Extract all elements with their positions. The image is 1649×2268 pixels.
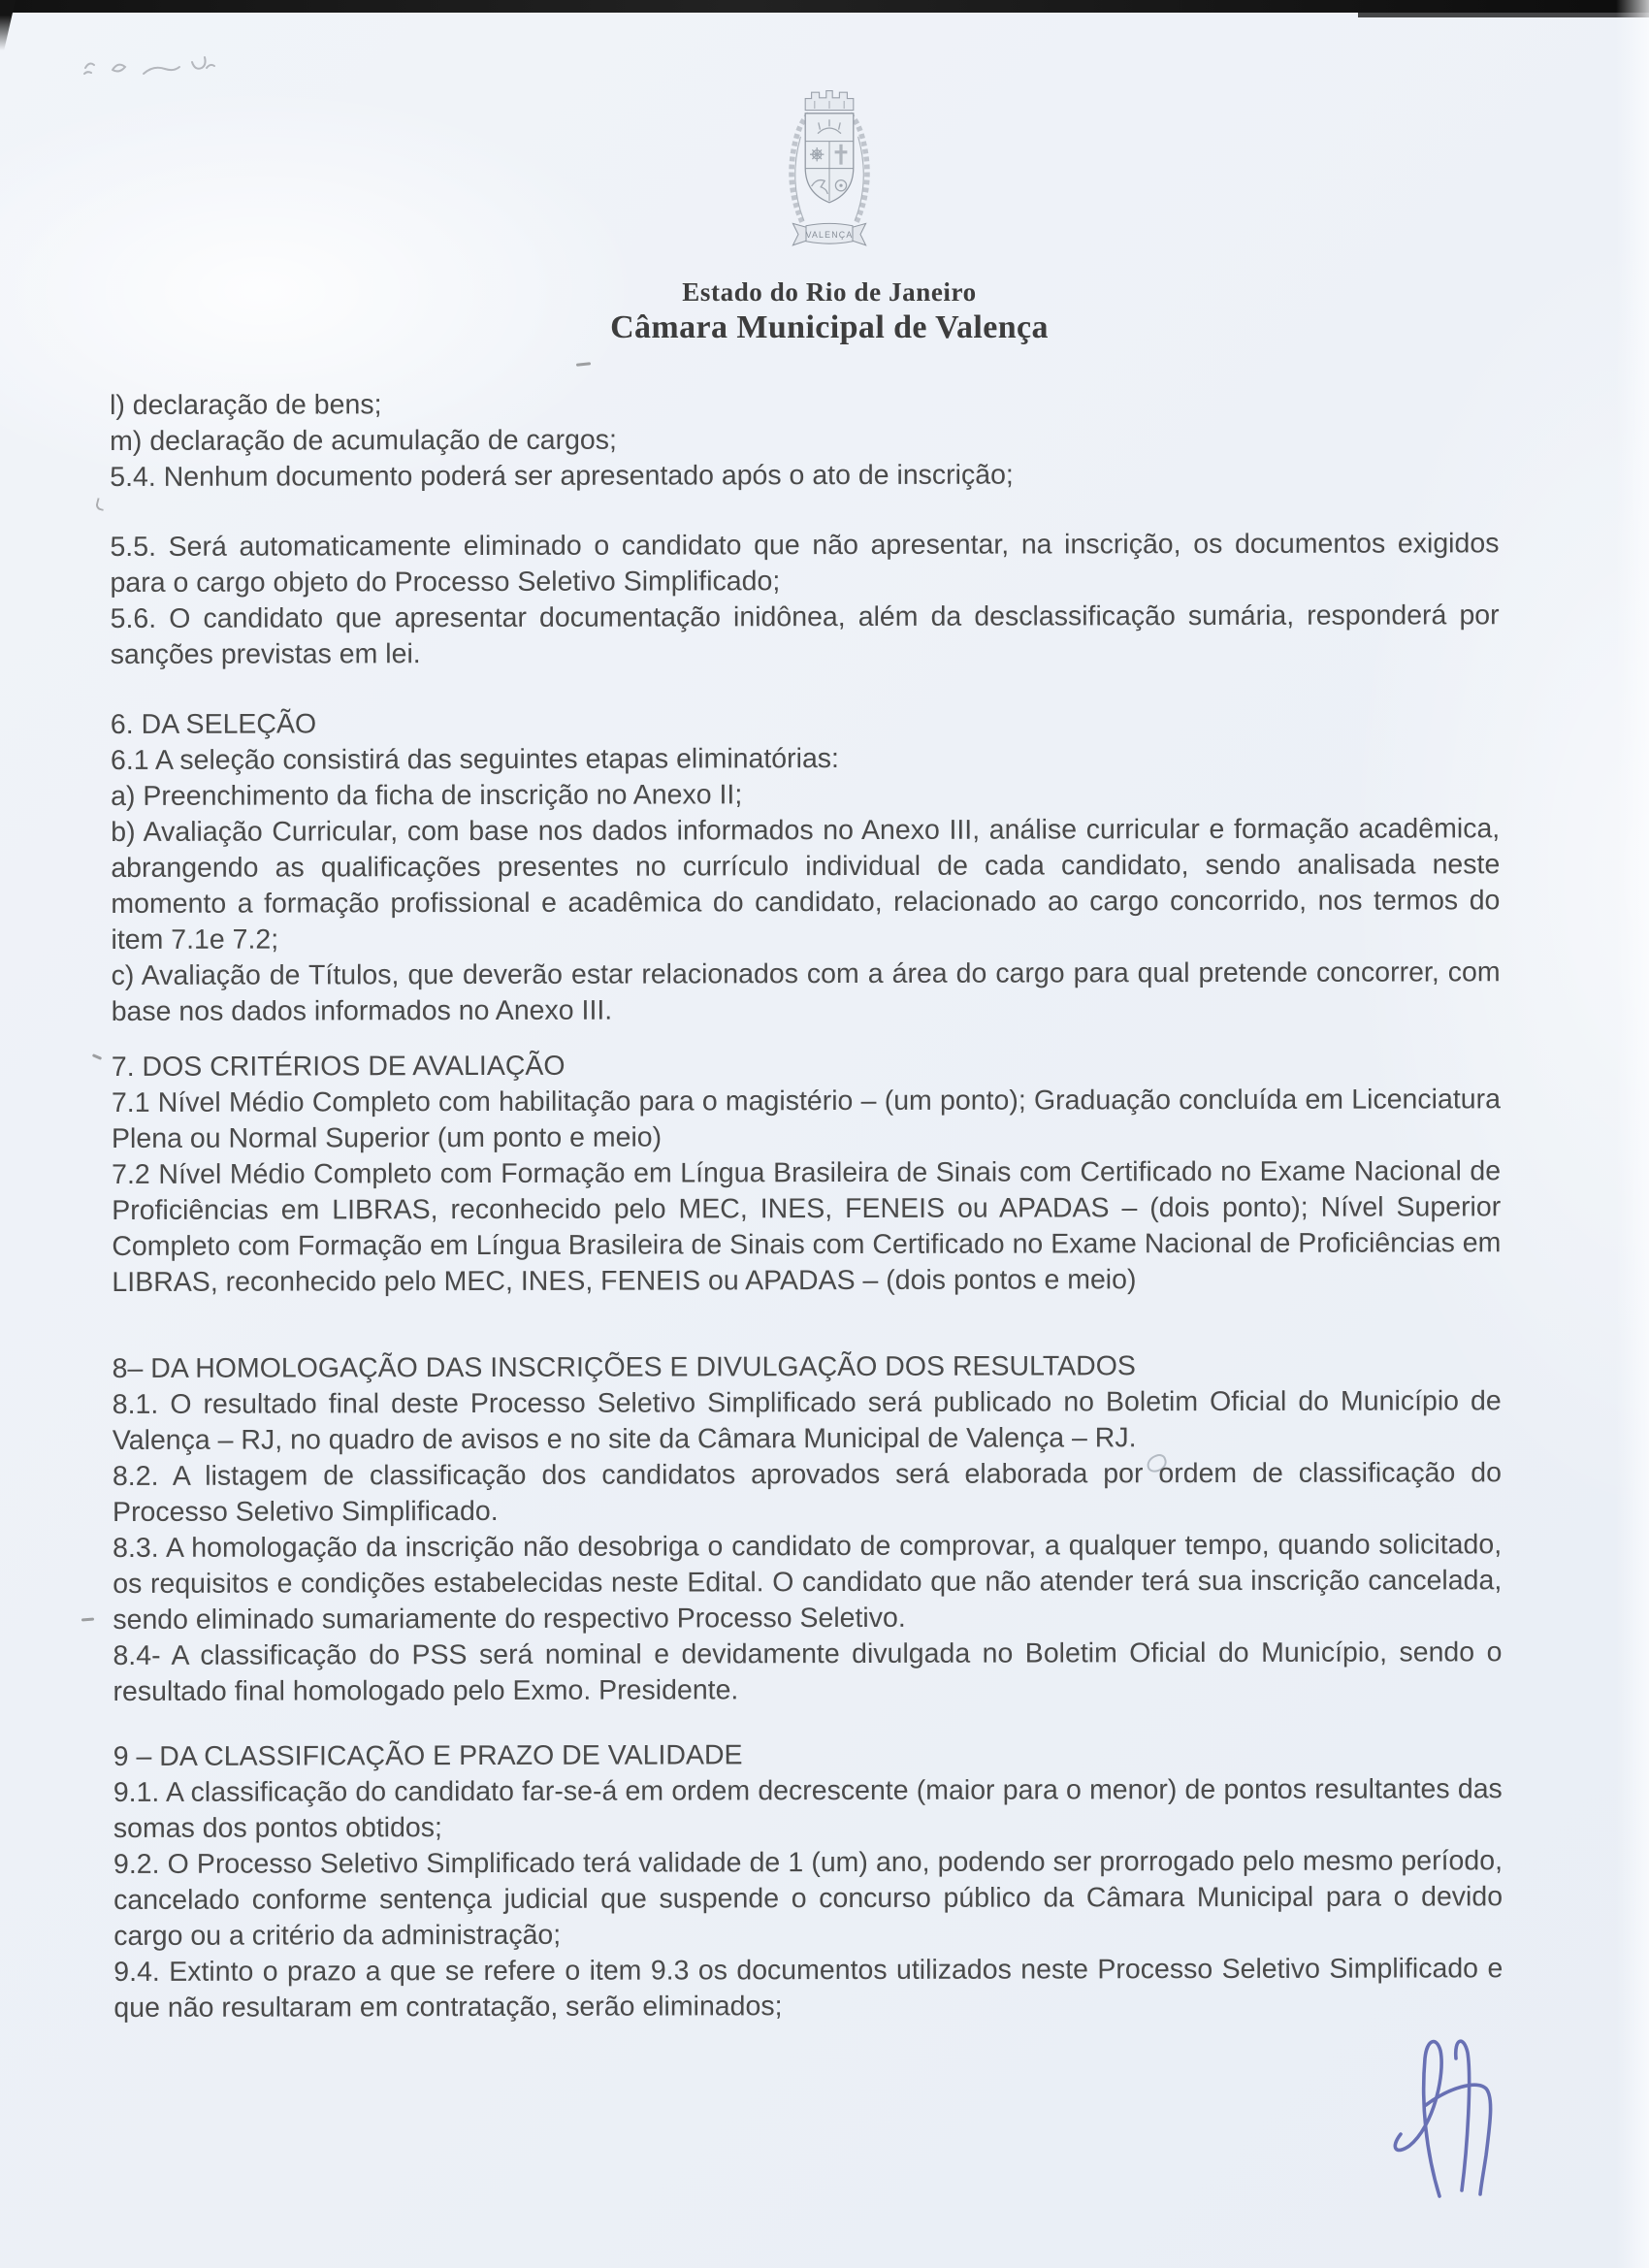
emblem-banner-text: VALENÇA	[805, 229, 854, 240]
section-heading-6: 6. DA SELEÇÃO	[110, 708, 317, 740]
section-heading-9: 9 – DA CLASSIFICAÇÃO E PRAZO DE VALIDADE	[113, 1739, 743, 1772]
para-item-5-5: 5.5. Será automaticamente eliminado o candidato que não apresentar, na inscrição, os documentos exigidos para o cargo objeto do Processo Seletivo Simplificado;	[110, 528, 1500, 599]
para-item-5-4: 5.4. Nenhum documento poderá ser apresentado após o ato de inscrição;	[110, 459, 1014, 493]
section-heading-8: 8– DA HOMOLOGAÇÃO DAS INSCRIÇÕES E DIVULGAÇÃO DOS RESULTADOS	[112, 1350, 1136, 1384]
document-body	[110, 384, 1503, 2026]
para-item-8-3: 8.3. A homologação da inscrição não desobriga o candidato de comprovar, a qualquer tempo, quando solicitado, os requisitos e condições estabelecidas neste Edital. O candidato que não atender terá sua inscrição cancelada, sendo eliminado sumariamente do respectivo Processo Seletivo.	[113, 1529, 1503, 1636]
emblem-ribbon	[792, 223, 865, 244]
para-item-6-a: a) Preenchimento da ficha de inscrição no Anexo II;	[111, 779, 743, 812]
header-municipality-line: Câmara Municipal de Valença	[610, 309, 1049, 345]
para-item-8-1: 8.1. O resultado final deste Processo Seletivo Simplificado será publicado no Boletim Oficial do Município de Valença – RJ, no quadro de avisos e no site da Câmara Municipal de Valença – RJ.	[112, 1385, 1502, 1456]
para-item-9-4: 9.4. Extinto o prazo a que se refere o item 9.3 os documentos utilizados neste Processo Seletivo Simplificado e que não resultaram em contratação, serão eliminados;	[113, 1953, 1504, 2024]
para-item-l: l) declaração de bens;	[110, 389, 382, 421]
scan-corner-top-left	[0, 0, 16, 50]
para-item-7-1: 7.1 Nível Médio Completo com habilitação para o magistério – (um ponto); Graduação concluída em Licenciatura Plena ou Normal Superior (um ponto e meio)	[111, 1084, 1501, 1154]
scan-artifact-tick	[92, 1053, 102, 1060]
para-item-5-6: 5.6. O candidato que apresentar documentação inidônea, além da desclassificação sumária, responderá por sanções previstas em lei.	[110, 599, 1500, 670]
para-item-8-4: 8.4- A classificação do PSS será nominal e devidamente divulgada no Boletim Oficial do Município, sendo o resultado final homologado pelo Exmo. Presidente.	[113, 1636, 1503, 1707]
signature-ink	[1385, 2029, 1526, 2219]
emblem-shield	[805, 113, 854, 203]
para-item-6-c: c) Avaliação de Títulos, que deverão estar relacionados com a área do cargo para qual pretende concorrer, com base nos dados informados no Anexo III.	[111, 956, 1501, 1027]
header-state-line: Estado do Rio de Janeiro	[682, 277, 977, 307]
para-item-6-1: 6.1 A seleção consistirá das seguintes etapas eliminatórias:	[110, 743, 839, 776]
para-item-9-2: 9.2. O Processo Seletivo Simplificado terá validade de 1 (um) ano, podendo ser prorrogado pelo mesmo período, cancelado conforme sentença judicial que suspende o concurso público da Câmara Municipal para o devido cargo ou a critério da administração;	[113, 1845, 1504, 1952]
para-item-8-2: 8.2. A listagem de classificação dos candidatos aprovados será elaborada por ordem de classificação do Processo Seletivo Simplificado.	[112, 1457, 1502, 1528]
document-header	[0, 277, 1649, 346]
emblem-crown	[805, 91, 854, 111]
para-item-9-1: 9.1. A classificação do candidato far-se-á em ordem decrescente (maior para o menor) de pontos resultantes das somas dos pontos obtidos;	[113, 1773, 1503, 1844]
scan-artifact-dash	[81, 1618, 94, 1622]
para-item-6-b: b) Avaliação Curricular, com base nos dados informados no Anexo III, análise curricular e formação acadêmica, abrangendo as qualificações presentes no currículo individual de cada candidato, sendo analisada neste momento a formação profissional e acadêmica do candidato, relacionado ao cargo concorrido, nos termos do item 7.1e 7.2;	[111, 813, 1501, 956]
scan-edge-top	[0, 0, 1649, 13]
pencil-scribble-artifact	[80, 47, 225, 85]
para-item-7-2: 7.2 Nível Médio Completo com Formação em Língua Brasileira de Sinais com Certificado no Exame Nacional de Proficiências em LIBRAS, reconhecido pelo MEC, INES, FENEIS ou APADAS – (dois ponto); Nível Superior Completo com Formação em Língua Brasileira de Sinais com Certificado no Exame Nacional de Proficiências em LIBRAS, reconhecido pelo MEC, INES, FENEIS ou APADAS – (dois pontos e meio)	[112, 1155, 1502, 1298]
para-item-m: m) declaração de acumulação de cargos;	[110, 424, 617, 457]
scan-artifact-comma	[95, 498, 107, 511]
scan-artifact-dash-under-header	[576, 362, 591, 367]
section-heading-7: 7. DOS CRITÉRIOS DE AVALIAÇÃO	[111, 1050, 566, 1083]
valenca-coat-of-arms	[771, 78, 888, 264]
